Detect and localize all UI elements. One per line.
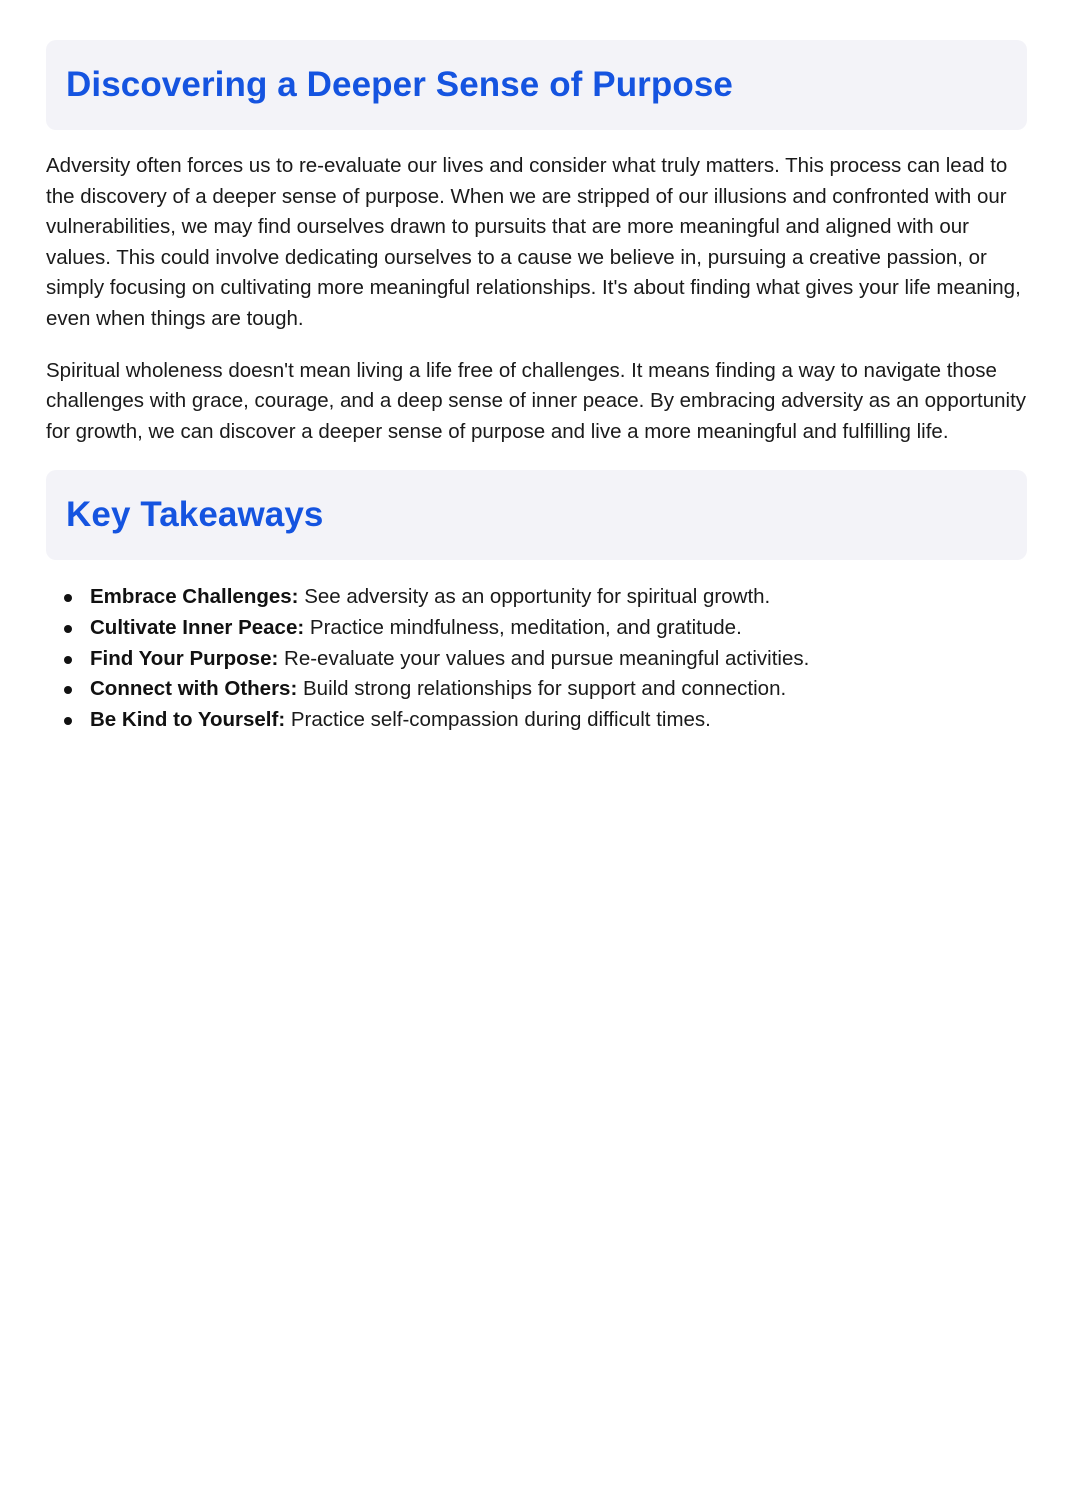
takeaway-text: Practice mindfulness, meditation, and gratitude. xyxy=(304,615,742,639)
section-title: Discovering a Deeper Sense of Purpose xyxy=(66,65,733,104)
section-header-purpose xyxy=(46,40,1027,130)
bullet-icon xyxy=(64,594,72,602)
list-item xyxy=(46,705,1027,736)
list-item xyxy=(46,644,1027,675)
body-paragraph: Spiritual wholeness doesn't mean living a life free of challenges. It means finding a way to navigate those challenges with grace, courage, and a deep sense of inner peace. By embracing adversity as an opportunity for growth, we can discover a deeper sense of purpose and live a more meaningful and fulfilling life. xyxy=(46,358,1027,443)
list-item xyxy=(46,674,1027,705)
takeaway-term: Be Kind to Yourself: xyxy=(90,707,286,731)
takeaway-term: Embrace Challenges: xyxy=(90,585,299,609)
takeaway-text: Practice self-compassion during difficult times. xyxy=(285,707,711,731)
bullet-icon xyxy=(64,656,72,664)
takeaway-term: Connect with Others: xyxy=(90,677,298,701)
takeaway-term: Cultivate Inner Peace: xyxy=(90,615,305,639)
section-title: Key Takeaways xyxy=(66,495,324,535)
bullet-icon xyxy=(64,686,72,694)
takeaway-text: Re-evaluate your values and pursue meaningful activities. xyxy=(278,646,810,670)
bullet-icon xyxy=(64,717,72,725)
takeaway-term: Find Your Purpose: xyxy=(90,646,279,670)
takeaways-list xyxy=(46,582,1027,735)
bullet-icon xyxy=(64,625,72,633)
takeaway-text: Build strong relationships for support and connection. xyxy=(297,677,787,701)
list-item xyxy=(46,613,1027,644)
section-header-takeaways xyxy=(46,470,1027,560)
takeaway-text: See adversity as an opportunity for spiritual growth. xyxy=(298,585,771,609)
list-item xyxy=(46,582,1027,613)
body-paragraph: Adversity often forces us to re-evaluate our lives and consider what truly matters. This process can lead to the discovery of a deeper sense of purpose. When we are stripped of our illusions and confronted with our vulnerabilities, we may find ourselves drawn to pursuits that are more meaningful and aligned with our values. This could involve dedicating ourselves to a cause we believe in, pursuing a creative passion, or simply focusing on cultivating more meaningful relationships. It's about finding what gives your life meaning, even when things are tough. xyxy=(46,154,1021,330)
